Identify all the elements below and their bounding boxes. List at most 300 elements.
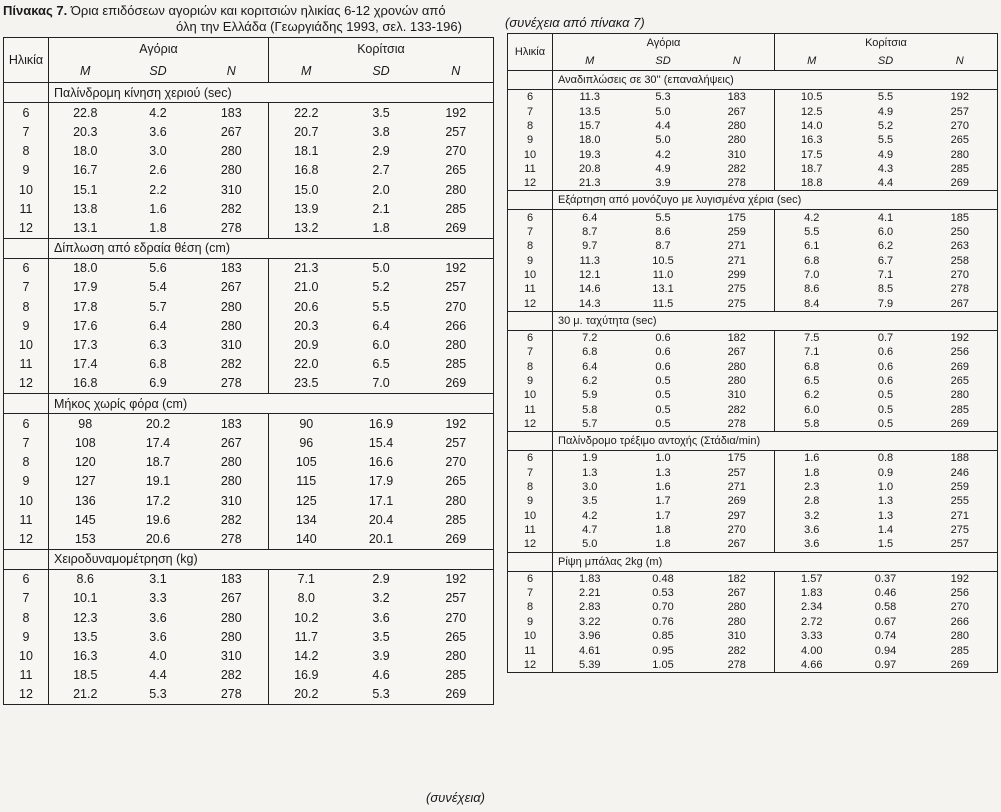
age-cell: 11 [19,668,33,683]
boys-mean-cell: 21.2 [49,685,122,705]
age-cell: 8 [22,455,30,470]
age-cell: 10 [523,148,537,161]
age-cell: 6 [22,261,30,276]
boys-sd-cell: 1.05 [652,658,674,671]
boys-mean-cell: 17.9 [49,278,122,297]
table-row [508,90,998,105]
boys-n-cell: 267 [727,105,746,118]
girls-n-cell: 269 [950,360,969,373]
girls-n-cell: 192 [445,416,467,431]
section-spacer [508,311,553,330]
age-cell: 12 [523,418,537,431]
section-header [508,432,998,451]
table-row [508,643,998,657]
girls-n-cell: 280 [950,148,969,161]
girls-sd-cell: 6.2 [877,240,894,253]
table-row [508,225,998,239]
table-row [4,569,494,589]
age-cell: 7 [526,105,534,118]
girls-n-cell: 270 [950,268,969,281]
boys-sd-cell: 5.7 [149,299,167,314]
boys-mean-cell: 21.3 [553,176,627,191]
section-title: Μήκος χωρίς φόρα (cm) [49,394,494,414]
section-spacer [508,432,553,451]
age-cell: 6 [526,331,534,344]
boys-mean-cell: 1.83 [553,571,627,586]
table-row [4,685,494,705]
boys-sd-cell: 4.4 [655,119,671,132]
boys-n-cell: 310 [220,493,242,508]
age-cell: 9 [526,495,534,508]
girls-n-cell: 269 [950,418,969,431]
age-cell: 6 [22,572,30,587]
boys-n-cell: 267 [220,280,242,295]
boys-n-cell: 280 [220,318,242,333]
girls-mean-cell: 7.0 [775,268,849,282]
girls-mean-cell: 20.9 [269,335,344,354]
table-row [4,608,494,627]
boys-mean-cell: 120 [49,453,122,472]
table-row [508,586,998,600]
age-cell: 7 [22,435,30,450]
boys-mean-cell: 17.6 [49,316,122,335]
right-header-stats [508,52,998,71]
section-title: Δίπλωση από εδραία θέση (cm) [49,238,494,258]
girls-n-cell: 270 [950,119,969,132]
boys-mean-cell: 5.9 [553,388,627,402]
section-spacer [508,71,553,90]
boys-mean-cell: 15.7 [553,119,627,133]
table-row [4,374,494,394]
boys-n-cell: 280 [220,299,242,314]
boys-n-cell: 280 [727,134,746,147]
boys-n-cell: 270 [727,524,746,537]
age-cell: 12 [19,220,33,235]
boys-column-header: Αγόρια [49,38,269,61]
boys-sd-cell: 5.0 [655,105,671,118]
girls-mean-cell: 1.83 [775,586,849,600]
boys-sd-cell: 4.4 [149,668,167,683]
boys-mean-cell: 17.8 [49,297,122,316]
girls-n-cell: 270 [445,299,467,314]
table-row [4,510,494,529]
girls-sd-cell: 5.5 [877,134,894,147]
boys-n-cell: 282 [727,644,746,657]
girls-mean-cell: 6.5 [775,374,849,388]
girls-mean-cell: 4.00 [775,643,849,657]
girls-n-cell: 265 [445,163,467,178]
boys-n-cell: 278 [727,658,746,671]
section-spacer [4,394,49,414]
boys-sd-cell: 1.8 [655,538,671,551]
boys-n-cell: 183 [220,572,242,587]
boys-mean-cell: 18.0 [553,133,627,147]
girls-sd-cell: 1.8 [372,220,390,235]
table-row [4,142,494,161]
girls-n-cell: 250 [950,225,969,238]
sd-column-header: SD [149,64,167,78]
girls-n-cell: 263 [950,240,969,253]
girls-n-cell: 258 [950,254,969,267]
age-cell: 8 [526,481,534,494]
section-header [508,311,998,330]
table-row [508,360,998,374]
age-cell: 12 [523,658,537,671]
girls-mean-cell: 6.1 [775,239,849,253]
age-cell: 9 [526,134,534,147]
girls-mean-cell: 115 [269,472,344,491]
girls-sd-cell: 0.37 [874,572,897,585]
boys-mean-cell: 20.3 [49,122,122,141]
girls-n-cell: 259 [950,481,969,494]
girls-n-cell: 280 [445,182,467,197]
caption-text: Όρια επιδόσεων αγοριών και κοριτσιών ηλικίας 6-12 χρονών από [67,3,446,18]
girls-sd-cell: 3.6 [372,610,390,625]
girls-sd-cell: 17.1 [368,493,394,508]
boys-mean-cell: 4.2 [553,509,627,523]
boys-mean-cell: 18.5 [49,666,122,685]
boys-n-cell: 280 [727,615,746,628]
boys-sd-cell: 5.6 [149,261,167,276]
boys-n-cell: 267 [727,346,746,359]
girls-n-cell: 269 [950,658,969,671]
girls-n-cell: 269 [445,687,467,702]
age-cell: 10 [19,649,33,664]
age-cell: 8 [526,360,534,373]
girls-mean-cell: 18.8 [775,176,849,191]
girls-sd-cell: 1.4 [877,524,894,537]
table-row [508,119,998,133]
boys-mean-cell: 8.6 [49,569,122,589]
sd-column-header: SD [877,55,894,67]
table-row [508,133,998,147]
table-row [508,629,998,643]
table-row [508,162,998,176]
boys-n-cell: 183 [220,261,242,276]
boys-mean-cell: 15.1 [49,180,122,199]
girls-mean-cell: 16.9 [269,666,344,685]
boys-n-cell: 282 [220,357,242,372]
age-cell: 8 [526,119,534,132]
boys-sd-cell: 5.3 [655,91,671,104]
boys-mean-cell: 2.21 [553,586,627,600]
girls-mean-cell: 22.0 [269,355,344,374]
table-row [4,666,494,685]
boys-n-cell: 271 [727,481,746,494]
girls-mean-cell: 20.7 [269,122,344,141]
boys-sd-cell: 0.95 [652,644,674,657]
girls-n-cell: 185 [950,211,969,224]
girls-mean-cell: 2.8 [775,494,849,508]
girls-sd-cell: 3.5 [372,629,390,644]
table-row [4,472,494,491]
boys-mean-cell: 1.9 [553,451,627,466]
table-row [508,466,998,480]
age-cell: 10 [19,338,33,353]
girls-mean-cell: 1.57 [775,571,849,586]
boys-mean-cell: 12.1 [553,268,627,282]
boys-mean-cell: 5.39 [553,658,627,673]
girls-sd-cell: 8.5 [877,283,894,296]
girls-n-cell: 285 [950,162,969,175]
age-cell: 11 [524,524,536,537]
girls-mean-cell: 8.0 [269,589,344,608]
table-row [4,453,494,472]
boys-mean-cell: 4.61 [553,643,627,657]
section-header [4,394,494,414]
n-column-header: N [732,55,741,67]
girls-sd-cell: 4.3 [877,162,894,175]
girls-mean-cell: 7.1 [775,345,849,359]
boys-sd-cell: 5.3 [149,687,167,702]
table-row [4,646,494,665]
age-cell: 11 [19,357,33,372]
girls-mean-cell: 16.8 [269,161,344,180]
section-spacer [4,83,49,103]
girls-sd-cell: 0.46 [874,587,897,600]
continued-from-note: (συνέχεια από πίνακα 7) [505,15,645,30]
boys-sd-cell: 0.6 [655,360,671,373]
boys-mean-cell: 3.96 [553,629,627,643]
age-cell: 12 [19,376,33,391]
girls-mean-cell: 22.2 [269,103,344,123]
boys-sd-cell: 8.6 [655,225,671,238]
boys-n-cell: 275 [727,283,746,296]
boys-mean-cell: 3.0 [553,480,627,494]
girls-sd-cell: 6.0 [877,225,894,238]
girls-sd-cell: 2.9 [372,144,390,159]
section-title: Αναδιπλώσεις σε 30'' (επαναλήψεις) [553,71,998,90]
age-cell: 8 [526,601,534,614]
boys-n-cell: 278 [727,418,746,431]
girls-mean-cell: 6.8 [775,360,849,374]
boys-mean-cell: 10.1 [49,589,122,608]
boys-sd-cell: 0.5 [655,389,671,402]
girls-sd-cell: 7.9 [877,297,894,310]
girls-sd-cell: 6.7 [877,254,894,267]
m-column-header: M [553,52,627,71]
boys-mean-cell: 13.5 [49,627,122,646]
boys-mean-cell: 12.3 [49,608,122,627]
boys-mean-cell: 14.3 [553,296,627,311]
girls-mean-cell: 96 [269,433,344,452]
age-cell: 10 [19,182,33,197]
n-column-header: N [226,64,236,78]
girls-n-cell: 275 [950,524,969,537]
girls-sd-cell: 5.2 [877,119,894,132]
girls-mean-cell: 15.0 [269,180,344,199]
boys-mean-cell: 16.8 [49,374,122,394]
table-row [508,239,998,253]
boys-mean-cell: 127 [49,472,122,491]
section-header [4,83,494,103]
table-row [508,268,998,282]
girls-sd-cell: 5.2 [372,280,390,295]
boys-n-cell: 310 [727,630,746,643]
girls-mean-cell: 4.2 [775,210,849,225]
girls-n-cell: 265 [950,375,969,388]
boys-mean-cell: 16.7 [49,161,122,180]
age-cell: 11 [524,403,536,416]
boys-n-cell: 175 [727,452,746,465]
continued-note: (συνέχεια) [426,790,485,805]
girls-n-cell: 255 [950,495,969,508]
girls-sd-cell: 4.9 [877,105,894,118]
age-cell: 10 [523,630,537,643]
girls-mean-cell: 23.5 [269,374,344,394]
boys-sd-cell: 4.2 [149,105,167,120]
girls-sd-cell: 2.0 [372,182,390,197]
section-spacer [508,552,553,571]
boys-n-cell: 278 [727,177,746,190]
girls-n-cell: 256 [950,587,969,600]
boys-mean-cell: 4.7 [553,523,627,537]
girls-n-cell: 269 [445,531,467,546]
section-spacer [4,238,49,258]
girls-sd-cell: 0.6 [877,360,894,373]
boys-n-cell: 267 [727,538,746,551]
boys-n-cell: 282 [220,201,242,216]
table-row [508,509,998,523]
age-cell: 11 [524,283,536,296]
boys-mean-cell: 17.4 [49,355,122,374]
boys-mean-cell: 18.0 [49,142,122,161]
girls-mean-cell: 2.72 [775,615,849,629]
boys-sd-cell: 5.5 [655,211,671,224]
boys-n-cell: 278 [220,376,242,391]
girls-mean-cell: 16.3 [775,133,849,147]
boys-mean-cell: 22.8 [49,103,122,123]
section-spacer [4,549,49,569]
boys-mean-cell: 19.3 [553,147,627,161]
boys-sd-cell: 19.6 [145,512,171,527]
boys-mean-cell: 11.3 [553,253,627,267]
boys-mean-cell: 16.3 [49,646,122,665]
girls-sd-cell: 20.4 [368,512,394,527]
girls-sd-cell: 1.5 [877,538,894,551]
girls-sd-cell: 20.1 [368,531,394,546]
boys-sd-cell: 6.3 [149,338,167,353]
girls-n-cell: 265 [950,134,969,147]
girls-sd-cell: 6.0 [372,338,390,353]
table-row [508,147,998,161]
boys-n-cell: 310 [727,148,746,161]
boys-sd-cell: 3.9 [655,177,671,190]
boys-n-cell: 267 [220,591,242,606]
table-row [4,180,494,199]
boys-mean-cell: 13.8 [49,199,122,218]
right-header-groups [508,34,998,53]
boys-n-cell: 267 [220,435,242,450]
age-cell: 9 [22,318,30,333]
girls-sd-cell: 7.0 [372,376,390,391]
boys-mean-cell: 9.7 [553,239,627,253]
boys-n-cell: 280 [727,375,746,388]
boys-mean-cell: 14.6 [553,282,627,296]
table-row [4,414,494,434]
section-title: Εξάρτηση από μονόζυγο με λυγισμένα χέρια (sec) [553,191,998,210]
boys-mean-cell: 7.2 [553,330,627,345]
boys-n-cell: 280 [220,455,242,470]
table-row [4,355,494,374]
girls-sd-cell: 4.4 [877,177,894,190]
girls-sd-cell: 2.7 [372,163,390,178]
girls-sd-cell: 6.4 [372,318,390,333]
girls-n-cell: 280 [950,389,969,402]
girls-mean-cell: 21.0 [269,278,344,297]
boys-sd-cell: 1.7 [655,509,671,522]
age-cell: 10 [523,268,537,281]
age-cell: 11 [524,162,536,175]
age-cell: 7 [22,591,30,606]
age-cell: 11 [19,512,33,527]
girls-n-cell: 257 [445,124,467,139]
age-column-header: Ηλικία [8,53,44,67]
girls-n-cell: 267 [950,297,969,310]
boys-mean-cell: 6.2 [553,374,627,388]
boys-n-cell: 271 [727,240,746,253]
boys-sd-cell: 0.5 [655,418,671,431]
boys-n-cell: 280 [727,360,746,373]
table-row [508,296,998,311]
girls-n-cell: 270 [950,601,969,614]
table-number: Πίνακας 7. [3,3,68,18]
girls-n-cell: 266 [950,615,969,628]
table-row [4,122,494,141]
sd-column-header: SD [372,64,390,78]
girls-mean-cell: 3.6 [775,537,849,552]
girls-mean-cell: 12.5 [775,104,849,118]
girls-sd-cell: 15.4 [368,435,394,450]
girls-mean-cell: 7.1 [269,569,344,589]
boys-sd-cell: 4.0 [149,649,167,664]
age-cell: 6 [526,91,534,104]
girls-mean-cell: 8.4 [775,296,849,311]
table-row [508,330,998,345]
boys-n-cell: 282 [727,403,746,416]
boys-n-cell: 280 [727,119,746,132]
table-row [508,253,998,267]
girls-mean-cell: 8.6 [775,282,849,296]
table-row [4,627,494,646]
girls-n-cell: 285 [445,201,467,216]
boys-sd-cell: 3.6 [149,610,167,625]
girls-sd-cell: 5.5 [372,299,390,314]
age-cell: 6 [22,105,30,120]
girls-mean-cell: 134 [269,510,344,529]
boys-mean-cell: 8.7 [553,225,627,239]
girls-n-cell: 285 [950,403,969,416]
boys-sd-cell: 6.9 [149,376,167,391]
girls-n-cell: 192 [950,331,969,344]
girls-n-cell: 192 [445,261,467,276]
boys-sd-cell: 3.3 [149,591,167,606]
girls-mean-cell: 5.8 [775,417,849,432]
girls-n-cell: 280 [950,630,969,643]
boys-sd-cell: 0.85 [652,630,674,643]
girls-mean-cell: 90 [269,414,344,434]
boys-mean-cell: 11.3 [553,90,627,105]
girls-n-cell: 192 [445,105,467,120]
n-column-header: N [451,64,461,78]
section-title: Ρίψη μπάλας 2kg (m) [553,552,998,571]
boys-sd-cell: 13.1 [652,283,674,296]
girls-mean-cell: 20.3 [269,316,344,335]
boys-sd-cell: 0.5 [655,375,671,388]
girls-sd-cell: 0.74 [874,630,897,643]
age-cell: 8 [22,299,30,314]
table-row [508,571,998,586]
